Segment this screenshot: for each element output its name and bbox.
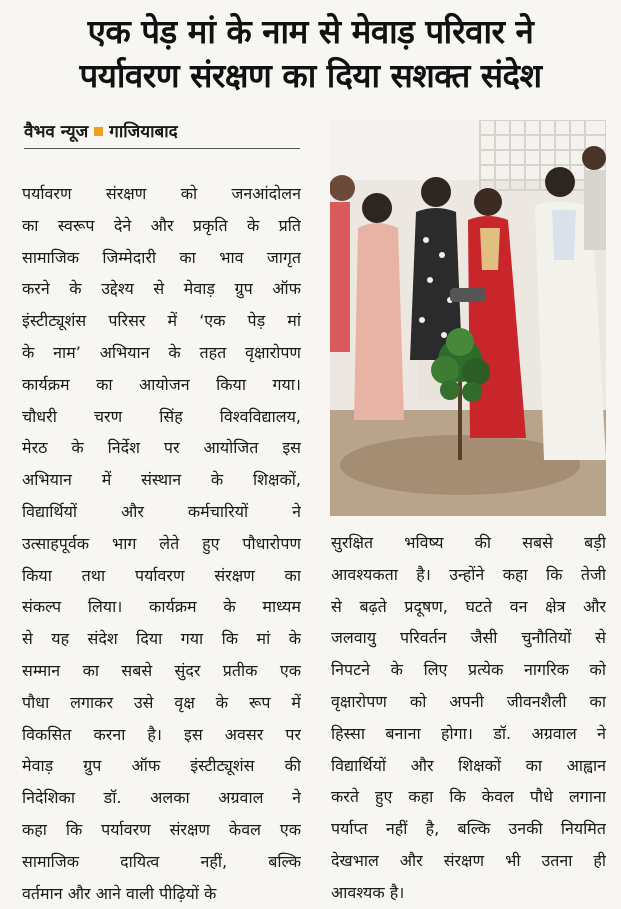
article-line: विद्यार्थियों और शिक्षकों का आह्वान (331, 755, 606, 775)
article-line: अभियान में संस्थान के शिक्षकों, (22, 470, 301, 490)
article-line: विकसित करना है। इस अवसर पर (22, 724, 301, 744)
article-line: देखभाल और संरक्षण भी उतना ही (331, 850, 606, 870)
article-line: से यह संदेश दिया गया कि मां के (22, 629, 301, 649)
article-line: करने के उद्देश्य से मेवाड़ ग्रुप ऑफ (22, 279, 301, 299)
article-line: आवश्यकता है। उन्होंने कहा कि तेजी (331, 564, 606, 584)
article-column-2 (331, 527, 606, 909)
article-line: संकल्प लिया। कार्यक्रम के माध्यम (22, 597, 301, 617)
article-line: हिस्सा बनाना होगा। डॉ. अग्रवाल ने (331, 723, 606, 743)
article-line: आवश्यक है। (331, 882, 405, 902)
article-line: चौधरी चरण सिंह विश्वविद्यालय, (22, 406, 301, 426)
article-line: जलवायु परिवर्तन जैसी चुनौतियों से (331, 628, 606, 648)
article-line: सुरक्षित भविष्य की सबसे बड़ी (331, 533, 606, 552)
article-line: से बढ़ते प्रदूषण, घटते वन क्षेत्र और (331, 596, 606, 616)
article-line: मेरठ के निर्देश पर आयोजित इस (22, 438, 301, 458)
article-line: इंस्टीट्यूशंस परिसर में ‘एक पेड़ मां (22, 311, 301, 331)
article-line: पौधा लगाकर उसे वृक्ष के रूप में (22, 692, 301, 712)
headline-line-1: एक पेड़ मां के नाम से मेवाड़ परिवार ने (87, 12, 534, 51)
headline (8, 10, 613, 98)
square-bullet-icon (94, 127, 103, 136)
article-line: सामाजिक दायित्व नहीं, बल्कि (22, 851, 301, 871)
article-line: पर्यावरण संरक्षण को जनआंदोलन (22, 184, 301, 203)
byline (24, 118, 300, 149)
byline-city: गाजियाबाद (109, 122, 178, 142)
article-line: वृक्षारोपण को अपनी जीवनशैली का (331, 691, 606, 711)
photo-illustration (330, 120, 606, 516)
article-column-1 (22, 178, 301, 909)
article-line: निपटने के लिए प्रत्येक नागरिक को (331, 660, 606, 680)
article-line: कार्यक्रम का आयोजन किया गया। (22, 374, 301, 394)
article-line: सामाजिक जिम्मेदारी का भाव जागृत (22, 247, 301, 267)
article-line: वर्तमान और आने वाली पीढ़ियों के (22, 883, 217, 903)
article-line: पर्याप्त नहीं है, बल्कि उनकी नियमित (331, 819, 606, 839)
article-line: मेवाड़ ग्रुप ऑफ इंस्टीट्यूशंस की (22, 756, 301, 776)
article-line: के नाम’ अभियान के तहत वृक्षारोपण (22, 342, 301, 362)
article-line: किया तथा पर्यावरण संरक्षण का (22, 565, 301, 585)
article-line: करते हुए कहा कि केवल पौधे लगाना (331, 787, 606, 807)
article-line: उत्साहपूर्वक भाग लेते हुए पौधारोपण (22, 533, 301, 553)
article-line: कहा कि पर्यावरण संरक्षण केवल एक (22, 819, 301, 839)
article-line: विद्यार्थियों और कर्मचारियों ने (22, 501, 301, 521)
article-line: सम्मान का सबसे सुंदर प्रतीक एक (22, 660, 301, 680)
byline-source: वैभव न्यूज (24, 122, 89, 142)
article-line: निदेशिका डॉ. अलका अग्रवाल ने (22, 788, 301, 808)
news-photo-tree-plantation (330, 120, 606, 516)
headline-line-2: पर्यावरण संरक्षण का दिया सशक्त संदेश (79, 56, 542, 95)
article-line: का स्वरूप देने और प्रकृति के प्रति (22, 215, 301, 235)
